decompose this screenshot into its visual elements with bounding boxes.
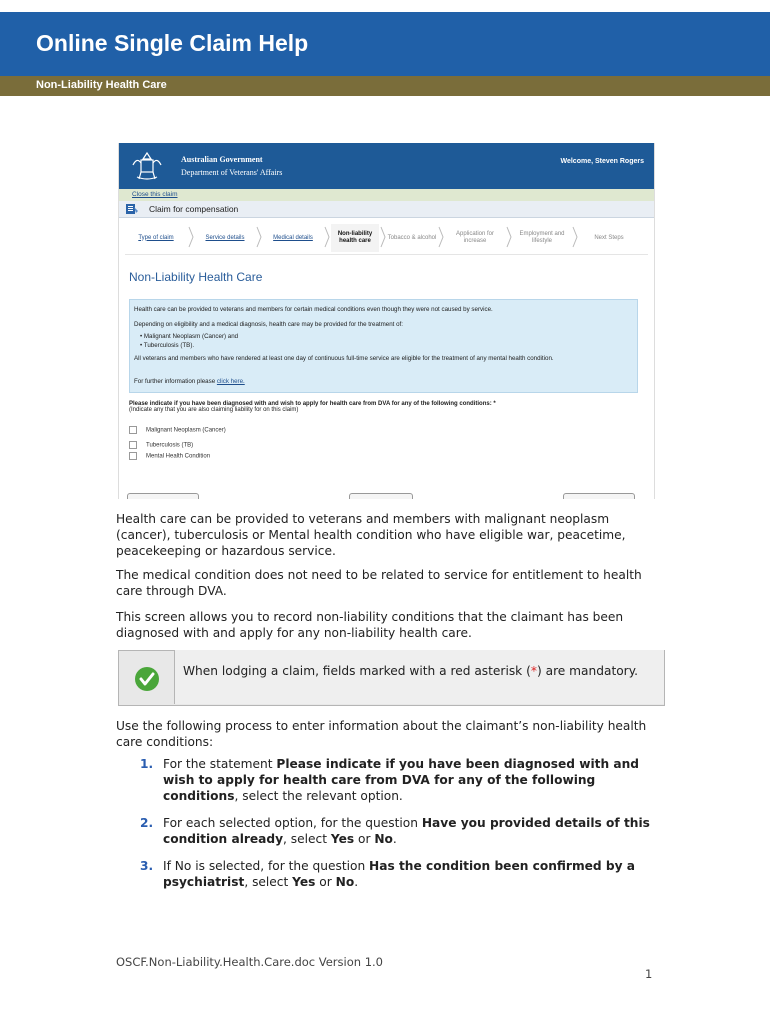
note-content <box>174 650 664 704</box>
process-steps <box>116 756 661 901</box>
note-text: When lodging a claim, fields marked with a red asterisk (*) are mandatory. <box>183 664 639 678</box>
screen-purpose-paragraph: This screen allows you to record non-liability conditions that the claimant has been diagnosed with and apply for any non-liability health care. <box>116 610 624 640</box>
intro-paragraph: Health care can be provided to veterans and members with malignant neoplasm (cancer), tuberculosis or Mental health condition who have eligible war, peacetime, peacekeeping or hazardous service. <box>116 512 626 558</box>
close-claim-link[interactable]: Close this claim <box>132 191 178 198</box>
step-service-details[interactable]: Service details <box>205 234 245 241</box>
step-medical-details[interactable]: Medical details <box>273 234 313 241</box>
checkbox[interactable] <box>129 452 137 460</box>
info-box <box>129 299 638 393</box>
conditions-question: Please indicate if you have been diagnosed with and wish to apply for health care from DVA for any of the following conditions: * (Indicate any that you are also claiming liability for on this claim) <box>129 401 496 413</box>
step-navigation <box>125 224 648 255</box>
step-next-steps[interactable]: Next Steps <box>594 234 624 241</box>
step-tobacco-alcohol[interactable]: Tobacco & alcohol <box>387 234 437 241</box>
info-line-3: All veterans and members who have rendered at least one day of continuous full-time service are eligible for the treatment of any mental health condition. <box>134 355 554 362</box>
list-item: 3. If No is selected, for the question Has the condition been confirmed by a psychiatrist, select Yes or No. <box>140 859 636 889</box>
info-bullet-1: • Malignant Neoplasm (Cancer) and <box>140 333 239 340</box>
process-intro: Use the following process to enter information about the claimant’s non-liability health care conditions: <box>116 719 647 749</box>
checkbox[interactable] <box>129 441 137 449</box>
checkbox[interactable] <box>129 426 137 434</box>
info-line-4: For further information please click here. <box>134 378 245 385</box>
doc-subtitle-bar <box>0 76 770 96</box>
claim-title: Claim for compensation <box>149 204 239 214</box>
info-line-1: Health care can be provided to veterans and members for certain medical conditions even though they were not caused by service. <box>134 306 493 313</box>
welcome-text: Welcome, Steven Rogers <box>560 158 644 165</box>
option-tb[interactable]: Tuberculosis (TB) <box>129 441 193 449</box>
chevron-right-icon <box>506 226 512 248</box>
doc-subtitle: Non-Liability Health Care <box>36 79 167 91</box>
click-here-link[interactable]: click here. <box>216 378 245 385</box>
step-application-for-increase[interactable]: Application for increase <box>455 231 495 244</box>
chevron-right-icon <box>438 226 444 248</box>
screen-title: Non-Liability Health Care <box>129 270 263 284</box>
close-bar <box>119 189 654 201</box>
step-employment-lifestyle[interactable]: Employment and lifestyle <box>519 231 565 244</box>
chevron-right-icon <box>380 226 386 248</box>
save-button[interactable] <box>349 493 413 499</box>
doc-title: Online Single Claim Help <box>36 30 309 56</box>
entitlement-paragraph: The medical condition does not need to be related to service for entitlement to health care through DVA. <box>116 568 642 598</box>
footer-doc-name: OSCF.Non-Liability.Health.Care.doc Version 1.0 <box>116 955 383 969</box>
option-cancer[interactable]: Malignant Neoplasm (Cancer) <box>129 426 226 434</box>
step-non-liability-health-care[interactable]: Non-liability health care <box>331 224 379 252</box>
back-button[interactable] <box>127 493 199 499</box>
checkmark-icon <box>134 666 160 692</box>
chevron-right-icon <box>324 226 330 248</box>
dept-name: Department of Veterans' Affairs <box>181 168 283 177</box>
list-item: 1. For the statement Please indicate if you have been diagnosed with and wish to apply for health care from DVA for any of the following conditions, select the relevant option. <box>140 757 640 803</box>
doc-header <box>0 12 770 76</box>
chevron-right-icon <box>572 226 578 248</box>
chevron-right-icon <box>256 226 262 248</box>
question-hint: (Indicate any that you are also claiming liability for on this claim) <box>129 407 299 413</box>
next-button[interactable] <box>563 493 635 499</box>
document-icon <box>125 203 139 215</box>
step-type-of-claim[interactable]: Type of claim <box>138 234 174 241</box>
chevron-right-icon <box>188 226 194 248</box>
page-number: 1 <box>645 967 653 981</box>
info-bullet-2: • Tuberculosis (TB). <box>140 342 195 349</box>
crest-icon <box>129 149 165 183</box>
gov-banner <box>119 143 654 189</box>
mandatory-note <box>118 650 665 706</box>
claim-bar <box>119 201 654 218</box>
gov-name: Australian Government <box>181 155 263 164</box>
info-line-2: Depending on eligibility and a medical diagnosis, health care may be provided for the treatment of: <box>134 321 403 328</box>
option-mental-health[interactable]: Mental Health Condition <box>129 452 210 460</box>
embedded-screenshot <box>118 143 655 499</box>
list-item: 2. For each selected option, for the question Have you provided details of this condition already, select Yes or No. <box>140 816 650 846</box>
